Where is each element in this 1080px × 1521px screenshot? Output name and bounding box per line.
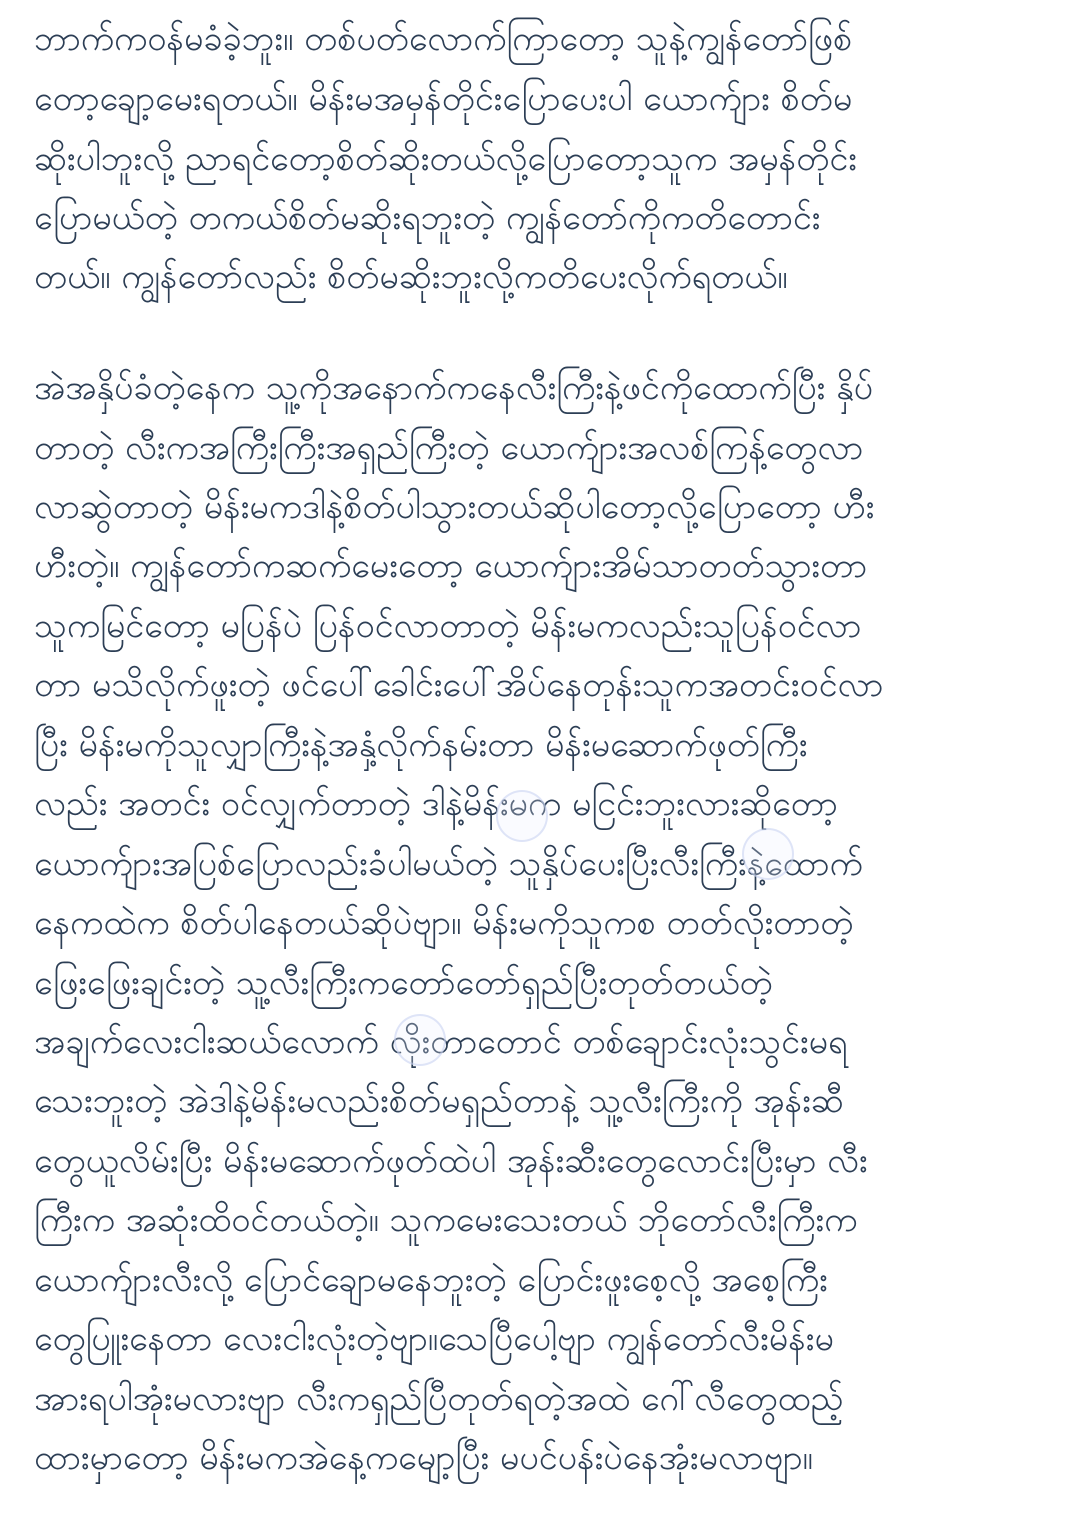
text-line: ဘာက်ကဝန်မခံခဲ့ဘူး။ တစ်ပတ်လောက်ကြာတော့ သူနဲ့ကျွန်တော်ဖြစ် [34,19,853,59]
text-line: ဆိုးပါဘူးလို့ ညာရင်တော့စိတ်ဆိုးတယ်လို့ပြောတော့သူက အမှန်တိုင်း [34,139,857,179]
text-line: ယောက်ျားအပြစ်ပြောလည်းခံပါမယ်တဲ့ သူနှိပ်ပေးပြီးလီးကြီးနဲ့ထောက် [34,844,863,884]
text-line: နေကထဲက စိတ်ပါနေတယ်ဆိုပဲဗျာ။ မိန်းမကိုသူကစ တတ်လိုးတာတဲ့ [34,903,854,943]
text-line: လည်း အတင်း ဝင်လျှက်တာတဲ့ ဒါနဲ့မိန်းမက မငြင်းဘူးလားဆိုတော့ [34,784,838,824]
text-line: တော့ချော့မေးရတယ်။ မိန်းမအမှန်တိုင်းပြောပေးပါ ယောက်ျား စိတ်မ [34,79,853,119]
text-line: ဖြေးဖြေးချင်းတဲ့ သူ့လီးကြီးကတော်တော်ရှည်ပြီးတုတ်တယ်တဲ့ [34,963,773,1003]
text-line: ပြီး မိန်းမကိုသူလျှာကြီးနဲ့အနှံ့လိုက်နမ်းတာ မိန်းမဆောက်ဖုတ်ကြီး [34,725,808,765]
text-line: တွေယူလိမ်းပြီး မိန်းမဆောက်ဖုတ်ထဲပါ အုန်းဆီးတွေလောင်းပြီးမှာ လီး [34,1141,868,1181]
text-line: တွေပြူးနေတာ လေးငါးလုံးတဲ့ဗျာ။သေပြီပေါ့ဗျာ ကျွန်တော်လီးမိန်းမ [34,1319,834,1359]
text-line: တာတဲ့ လီးကအကြီးကြီးအရှည်ကြီးတဲ့ ယောက်ျားအလစ်ကြန့်တွေလာ [34,428,864,468]
text-line: သေးဘူးတဲ့ အဲဒါနဲ့မိန်းမလည်းစိတ်မရှည်တာနဲ့ သူ့လီးကြီးကို အုန်းဆီ [34,1081,844,1121]
text-line: ယောက်ျားလီးလို့ ပြောင်ချောမနေဘူးတဲ့ ပြောင်းဖူးစေ့လို့ အစေ့ကြီး [34,1260,828,1300]
text-line: ပြောမယ်တဲ့ တကယ်စိတ်မဆိုးရဘူးတဲ့ ကျွန်တော်ကိုကတိတောင်း [34,198,821,238]
text-line: သူကမြင်တော့ မပြန်ပဲ ပြန်ဝင်လာတာတဲ့ မိန်းမကလည်းသူပြန်ဝင်လာ [34,606,862,646]
text-line: အဲအနှိပ်ခံတဲ့နေက သူ့ကိုအနောက်ကနေလီးကြီးနဲ့ဖင်ကိုထောက်ပြီး နှိပ် [34,368,874,408]
text-line: လာဆွဲတာတဲ့ မိန်းမကဒါနဲ့စိတ်ပါသွားတယ်ဆိုပါတော့လို့ပြောတော့ ဟီး [34,487,875,527]
text-line: ထားမှာတော့ မိန်းမကအဲနေ့ကမျော့ပြီး မပင်ပန်းပဲနေအုံးမလာဗျာ။ [34,1438,813,1478]
text-line: တာ မသိလိုက်ဖူးတဲ့ ဖင်ပေါ်ခေါင်းပေါ်အိပ်နေတုန်းသူကအတင်းဝင်လာ [34,665,884,705]
text-line: အားရပါအုံးမလားဗျာ လီးကရှည်ပြီတုတ်ရတဲ့အထဲ ဂေါ်လီတွေထည့် [34,1379,844,1419]
text-line: တယ်။ ကျွန်တော်လည်း စိတ်မဆိုးဘူးလို့ကတိပေးလိုက်ရတယ်။ [34,257,788,297]
text-line: ဟီးတဲ့။ ကျွန်တော်ကဆက်မေးတော့ ယောက်ျားအိမ်သာတတ်သွားတာ [34,546,868,586]
text-line: ကြီးက အဆုံးထိဝင်တယ်တဲ့။ သူကမေးသေးတယ် ဘိုတော်လီးကြီးက [34,1200,858,1240]
text-line: အချက်လေးငါးဆယ်လောက် လိုးတာတောင် တစ်ချောင်းလုံးသွင်းမရ [34,1022,848,1062]
